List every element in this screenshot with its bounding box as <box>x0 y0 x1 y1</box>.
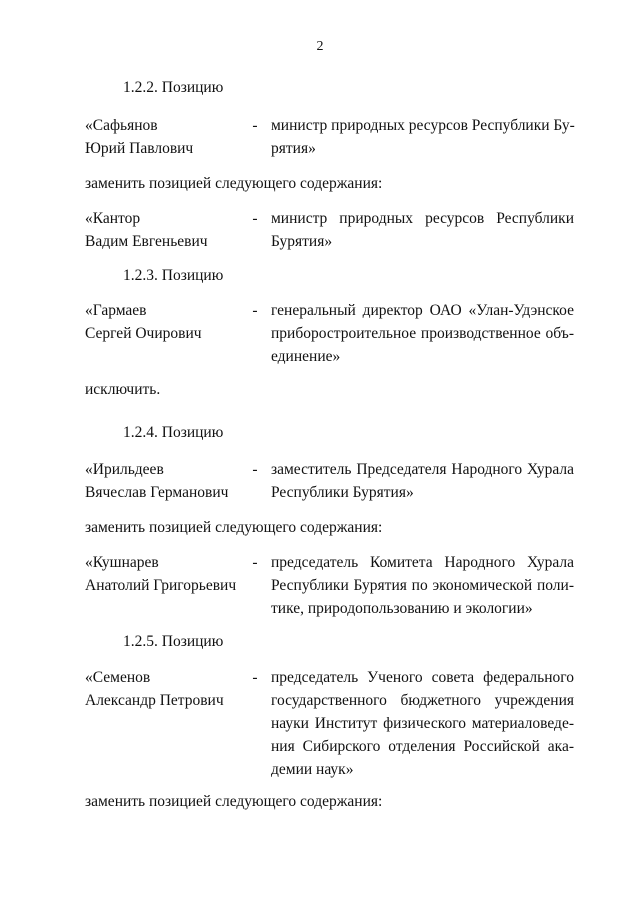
section-heading-text: 1.2.5. Позицию <box>123 633 224 650</box>
paragraph-text: заменить позицией следующего содержания: <box>85 793 383 810</box>
person-name <box>85 666 250 712</box>
person-surname: «Кантор <box>85 210 141 227</box>
person-position <box>271 551 574 620</box>
position-line: председатель Комитета Народного Хурала <box>271 554 574 571</box>
position-line: Республики Бурятия по экономической поли- <box>271 577 574 594</box>
position-line: рятия» <box>271 140 316 157</box>
position-line: науки Институт физического материаловеде- <box>271 715 574 732</box>
position-line: демии наук» <box>271 761 354 778</box>
person-position <box>271 207 574 253</box>
person-name <box>85 207 250 253</box>
person-given-names: Вадим Евгеньевич <box>85 233 208 250</box>
position-line: председатель Ученого совета федерального <box>271 669 574 686</box>
person-name <box>85 458 250 504</box>
paragraph-text: исключить. <box>85 381 161 398</box>
person-name <box>85 551 250 597</box>
person-position <box>271 666 574 781</box>
section-heading-text: 1.2.3. Позицию <box>123 267 224 284</box>
person-name <box>85 114 250 160</box>
position-line: министр природных ресурсов Республики Бу- <box>271 117 575 134</box>
person-position <box>271 458 574 504</box>
position-line: ния Сибирского отделения Российской ака- <box>271 738 574 755</box>
section-heading-text: 1.2.2. Позицию <box>123 79 224 96</box>
person-position <box>271 114 574 160</box>
person-surname: «Сафьянов <box>85 117 158 134</box>
section-heading-text: 1.2.4. Позицию <box>123 424 224 441</box>
dash-separator: - <box>252 117 258 134</box>
person-surname: «Ирильдеев <box>85 461 164 478</box>
person-given-names: Александр Петрович <box>85 692 224 709</box>
person-given-names: Сергей Очирович <box>85 325 202 342</box>
person-given-names: Анатолий Григорьевич <box>85 577 237 594</box>
page-number: 2 <box>316 39 324 54</box>
position-line: министр природных ресурсов Республики <box>271 210 574 227</box>
person-surname: «Семенов <box>85 669 151 686</box>
position-line: приборостроительное производственное объ- <box>271 325 574 342</box>
position-line: Бурятия» <box>271 233 333 250</box>
dash-separator: - <box>252 554 258 571</box>
dash-separator: - <box>252 669 258 686</box>
paragraph-text: заменить позицией следующего содержания: <box>85 519 383 536</box>
person-position <box>271 299 574 368</box>
person-surname: «Кушнарев <box>85 554 159 571</box>
position-line: государственного бюджетного учреждения <box>271 692 574 709</box>
position-line: тике, природопользованию и экологии» <box>271 600 533 617</box>
person-name <box>85 299 250 345</box>
person-given-names: Вячеслав Германович <box>85 484 229 501</box>
dash-separator: - <box>252 302 258 319</box>
position-line: генеральный директор ОАО «Улан-Удэнское <box>271 302 574 319</box>
position-line: заместитель Председателя Народного Хурала <box>271 461 574 478</box>
person-surname: «Гармаев <box>85 302 147 319</box>
paragraph-text: заменить позицией следующего содержания: <box>85 175 383 192</box>
position-line: единение» <box>271 348 341 365</box>
person-given-names: Юрий Павлович <box>85 140 194 157</box>
dash-separator: - <box>252 461 258 478</box>
dash-separator: - <box>252 210 258 227</box>
position-line: Республики Бурятия» <box>271 484 414 501</box>
